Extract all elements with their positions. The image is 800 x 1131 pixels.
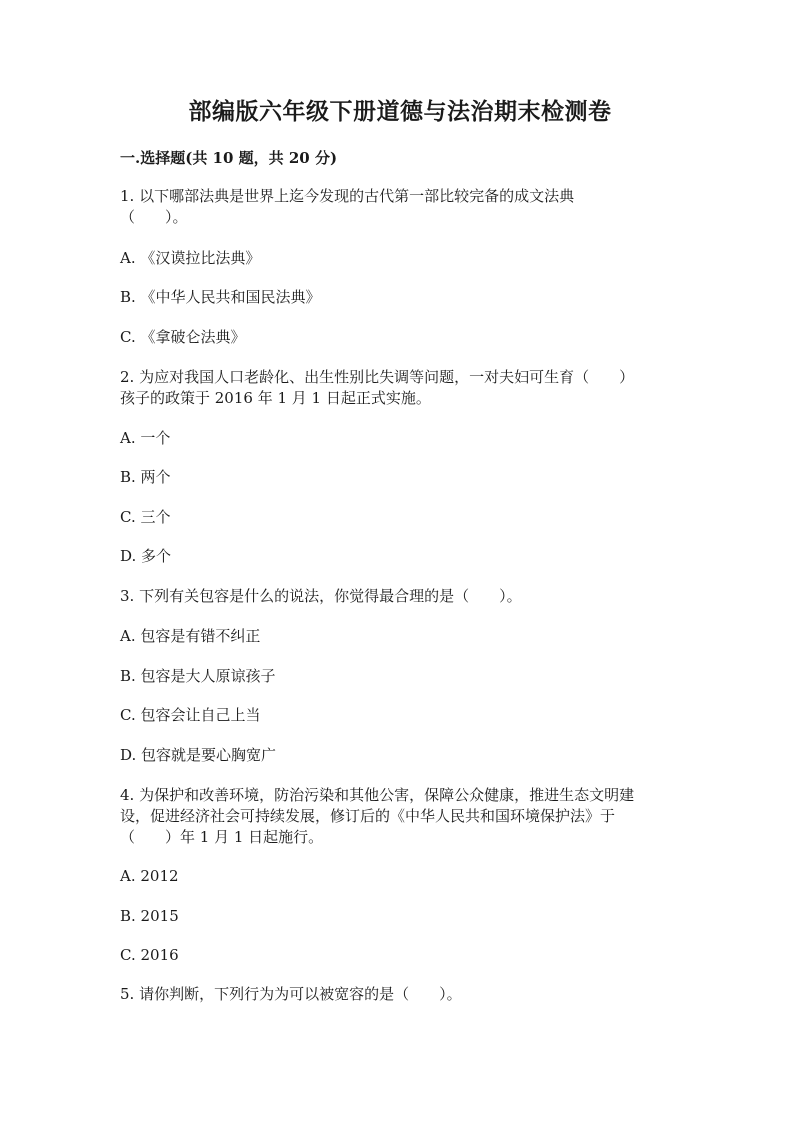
question-stem: 4. 为保护和改善环境，防治污染和其他公害，保障公众健康，推进生态文明建 设，促进经济社会可持续发展，修订后的《中华人民共和国环境保护法》于 （ ）年 1 月 1 日起施行。 <box>120 786 635 846</box>
question-stem: 3. 下列有关包容是什么的说法，你觉得最合理的是（ ）。 <box>120 587 522 605</box>
question-stem: 5. 请你判断，下列行为为可以被宽容的是（ ）。 <box>120 985 462 1003</box>
option: B. 两个 <box>120 468 171 486</box>
question-stem: 2. 为应对我国人口老龄化、出生性别比失调等问题，一对夫妇可生育（ ） 孩子的政策于 2016 年 1 月 1 日起正式实施。 <box>120 368 635 407</box>
option: B. 2015 <box>120 907 179 925</box>
option: D. 多个 <box>120 547 172 565</box>
section-heading: 一.选择题(共 10 题，共 20 分) <box>120 149 338 167</box>
option: A. 一个 <box>120 429 171 447</box>
option: B. 《中华人民共和国民法典》 <box>120 288 321 306</box>
option: D. 包容就是要心胸宽广 <box>120 746 277 764</box>
option: C. 2016 <box>120 946 179 964</box>
option: B. 包容是大人原谅孩子 <box>120 667 276 685</box>
question-stem: 1. 以下哪部法典是世界上迄今发现的古代第一部比较完备的成文法典 （ ）。 <box>120 187 575 226</box>
option: A. 《汉谟拉比法典》 <box>120 249 261 267</box>
option: C. 三个 <box>120 508 171 526</box>
option: A. 包容是有错不纠正 <box>120 627 261 645</box>
option: C. 《拿破仑法典》 <box>120 328 246 346</box>
document-title: 部编版六年级下册道德与法治期末检测卷 <box>188 98 612 125</box>
option: C. 包容会让自己上当 <box>120 706 261 724</box>
option: A. 2012 <box>120 867 179 885</box>
